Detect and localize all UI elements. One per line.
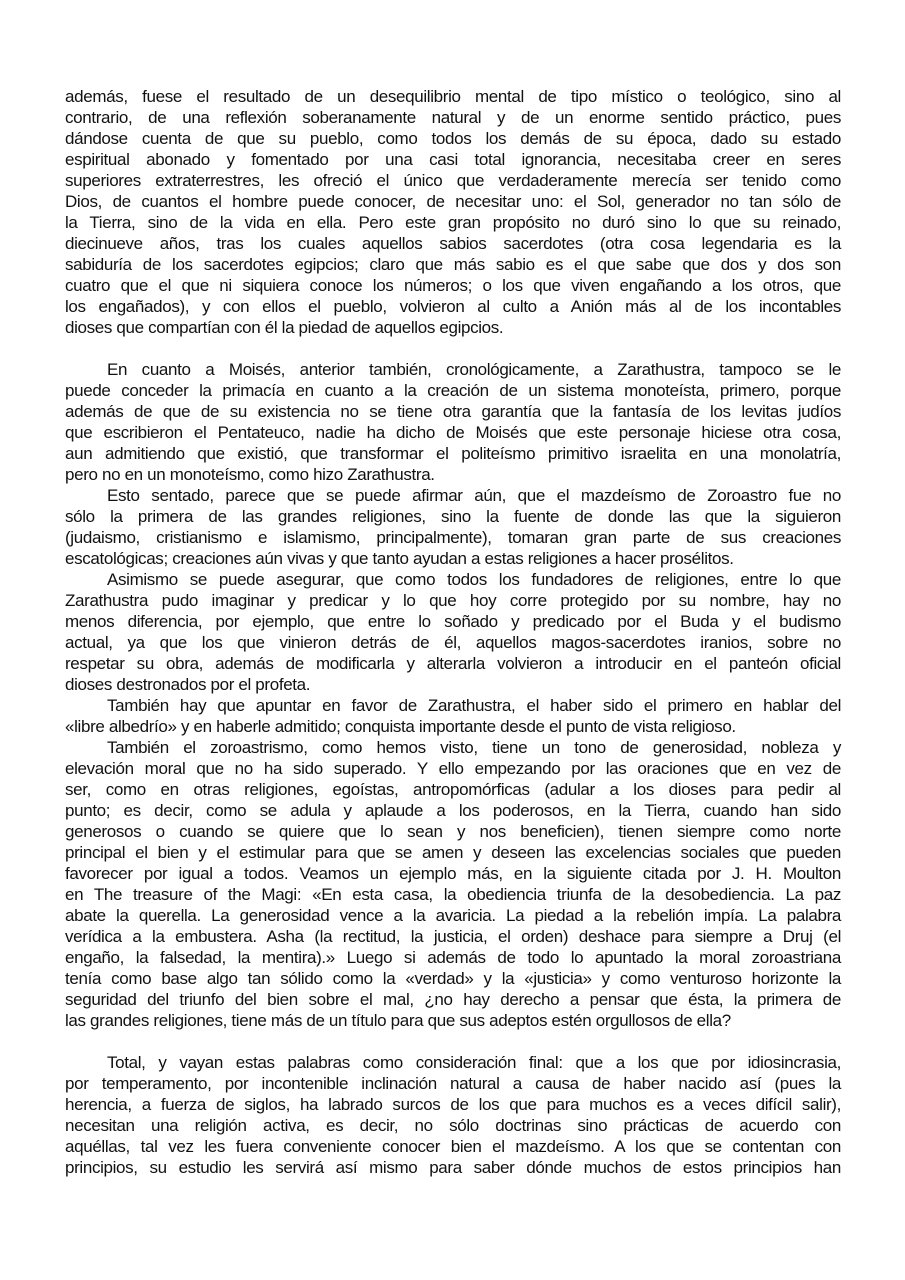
text-line-content: dándose cuenta de que su pueblo, como todos los demás de su época, dado su estado (65, 129, 841, 148)
text-line-content: puede conceder la primacía en cuanto a la creación de un sistema monoteísta, primero, porque (65, 381, 841, 400)
text-line-content: actual, ya que los que vinieron detrás de él, aquellos magos-sacerdotes iranios, sobre no (65, 633, 841, 652)
text-line (65, 800, 841, 821)
text-line (65, 380, 841, 401)
text-line-content: En cuanto a Moisés, anterior también, cronológicamente, a Zarathustra, tampoco se le (107, 360, 841, 379)
text-line (65, 1010, 841, 1031)
text-line-content: superiores extraterrestres, les ofreció el único que verdaderamente merecía ser tenido como (65, 171, 841, 190)
text-line-content: principios, su estudio les servirá así mismo para saber dónde muchos de estos principios han (65, 1158, 841, 1177)
text-line-content: dioses que compartían con él la piedad de aquellos egipcios. (65, 318, 504, 337)
text-line-content: elevación moral que no ha sido superado. Y ello empezando por las oraciones que en vez de (65, 759, 841, 778)
text-line (65, 170, 841, 191)
text-line (65, 674, 841, 695)
text-line (65, 758, 841, 779)
text-line-content: contrario, de una reflexión soberanamente natural y de un enorme sentido práctico, pues (65, 108, 841, 127)
paragraph (65, 695, 841, 737)
text-line (65, 1052, 841, 1073)
text-line-content: dioses destronados por el profeta. (65, 675, 311, 694)
text-line-content: También hay que apuntar en favor de Zarathustra, el haber sido el primero en hablar del (107, 696, 841, 715)
text-line (65, 107, 841, 128)
text-line-content: pero no en un monoteísmo, como hizo Zarathustra. (65, 465, 435, 484)
text-line-content: verídica a la embustera. Asha (la rectitud, la justicia, el orden) deshace para siempre a Druj (el (65, 927, 841, 946)
text-line-content: Total, y vayan estas palabras como consideración final: que a los que por idiosincrasia, (107, 1053, 841, 1072)
text-line (65, 443, 841, 464)
text-line-content: (judaismo, cristianismo e islamismo, principalmente), tomaran gran parte de sus creaciones (65, 528, 841, 547)
text-line-content: los engañados), y con ellos el pueblo, volvieron al culto a Anión más al de los incontables (65, 297, 841, 316)
text-line-content: Dios, de cuantos el hombre puede conocer, de necesitar uno: el Sol, generador no tan sólo de (65, 192, 841, 211)
text-line-content: menos diferencia, por ejemplo, que entre lo soñado y predicado por el Buda y el budismo (65, 612, 841, 631)
paragraph (65, 737, 841, 1031)
text-line-content: seguridad del triunfo del bien sobre el mal, ¿no hay derecho a pensar que ésta, la primera de (65, 990, 841, 1009)
text-line-content: escatológicas; creaciones aún vivas y que tanto ayudan a estas religiones a hacer prosélitos. (65, 549, 734, 568)
text-line-content: generosos o cuando se quiere que lo sean y nos beneficien), tienen siempre como norte (65, 822, 841, 841)
text-line (65, 737, 841, 758)
text-line (65, 86, 841, 107)
text-line (65, 464, 841, 485)
text-line (65, 191, 841, 212)
text-line (65, 401, 841, 422)
text-line (65, 1073, 841, 1094)
text-line (65, 422, 841, 443)
text-line (65, 926, 841, 947)
text-line (65, 863, 841, 884)
paragraph (65, 569, 841, 695)
text-line (65, 716, 841, 737)
text-line (65, 1115, 841, 1136)
text-line-content: Esto sentado, parece que se puede afirmar aún, que el mazdeísmo de Zoroastro fue no (107, 486, 841, 505)
text-line (65, 275, 841, 296)
text-line (65, 569, 841, 590)
paragraph (65, 1052, 841, 1178)
text-line-content: principal el bien y el estimular para que se amen y deseen las excelencias sociales que pueden (65, 843, 841, 862)
text-line-content: aquéllas, tal vez les fuera conveniente conocer bien el mazdeísmo. A los que se contentan con (65, 1137, 841, 1156)
text-line-content: cuatro que el que ni siquiera conoce los números; o los que viven engañando a los otros, que (65, 276, 841, 295)
text-line (65, 968, 841, 989)
text-line (65, 632, 841, 653)
text-line (65, 212, 841, 233)
text-line-content: abate la querella. La generosidad vence a la avaricia. La piedad a la rebelión impía. La palabra (65, 906, 841, 925)
paragraph (65, 86, 841, 338)
text-line-content: por temperamento, por incontenible inclinación natural a causa de haber nacido así (pues la (65, 1074, 841, 1093)
text-line-content: ser, como en otras religiones, egoístas, antropomórficas (adular a los dioses para pedir al (65, 780, 841, 799)
text-line-content: además de que de su existencia no se tiene otra garantía que la fantasía de los levitas judíos (65, 402, 841, 421)
text-line-content: engaño, la falsedad, la mentira).» Luego si además de todo lo apuntado la moral zoroastriana (65, 948, 841, 967)
text-line-content: necesitan una religión activa, es decir, no sólo doctrinas sino prácticas de acuerdo con (65, 1116, 841, 1135)
text-line (65, 1094, 841, 1115)
text-line-content: También el zoroastrismo, como hemos visto, tiene un tono de generosidad, nobleza y (107, 738, 841, 757)
text-line-content: Zarathustra pudo imaginar y predicar y lo que hoy corre protegido por su nombre, hay no (65, 591, 841, 610)
text-line (65, 1157, 841, 1178)
text-line (65, 884, 841, 905)
text-line (65, 821, 841, 842)
text-line-content: Asimismo se puede asegurar, que como todos los fundadores de religiones, entre lo que (107, 570, 841, 589)
text-line (65, 359, 841, 380)
text-line (65, 506, 841, 527)
text-line-content: herencia, a fuerza de siglos, ha labrado surcos de los que para muchos es a veces difícil salir), (65, 1095, 841, 1114)
text-line-content: punto; es decir, como se adula y aplaude a los poderosos, en la Tierra, cuando han sido (65, 801, 841, 820)
text-line (65, 233, 841, 254)
text-line-content: sólo la primera de las grandes religiones, sino la fuente de donde las que la siguieron (65, 507, 841, 526)
text-line (65, 590, 841, 611)
text-line (65, 989, 841, 1010)
text-line (65, 548, 841, 569)
text-line (65, 254, 841, 275)
text-line (65, 296, 841, 317)
text-line-content: las grandes religiones, tiene más de un título para que sus adeptos estén orgullosos de ella? (65, 1011, 731, 1030)
paragraph (65, 359, 841, 485)
text-line-content: en The treasure of the Magi: «En esta casa, la obediencia triunfa de la desobediencia. La paz (65, 885, 841, 904)
text-line-content: tenía como base algo tan sólido como la «verdad» y la «justicia» y como venturoso horizonte la (65, 969, 841, 988)
text-line-content: favorecer por igual a todos. Veamos un ejemplo más, en la siguiente citada por J. H. Moulton (65, 864, 841, 883)
text-line (65, 317, 841, 338)
text-line-content: además, fuese el resultado de un desequilibrio mental de tipo místico o teológico, sino al (65, 87, 841, 106)
text-line (65, 128, 841, 149)
document-page (65, 86, 841, 1178)
text-line (65, 947, 841, 968)
text-line (65, 1136, 841, 1157)
text-line (65, 485, 841, 506)
text-line-content: respetar su obra, además de modificarla y alterarla volvieron a introducir en el panteón oficial (65, 654, 841, 673)
text-line-content: aun admitiendo que existió, que transformar el politeísmo primitivo israelita en una monolatría, (65, 444, 841, 463)
paragraph (65, 485, 841, 569)
text-line-content: que escribieron el Pentateuco, nadie ha dicho de Moisés que este personaje hiciese otra cosa, (65, 423, 841, 442)
text-line (65, 653, 841, 674)
text-line (65, 149, 841, 170)
text-line (65, 527, 841, 548)
text-line-content: la Tierra, sino de la vida en ella. Pero este gran propósito no duró sino lo que su reinado, (65, 213, 841, 232)
text-line (65, 695, 841, 716)
text-line-content: espiritual abonado y fomentado por una casi total ignorancia, necesitaba creer en seres (65, 150, 841, 169)
text-line-content: sabiduría de los sacerdotes egipcios; claro que más sabio es el que sabe que dos y dos son (65, 255, 841, 274)
text-line (65, 905, 841, 926)
text-line-content: diecinueve años, tras los cuales aquellos sabios sacerdotes (otra cosa legendaria es la (65, 234, 841, 253)
text-line-content: «libre albedrío» y en haberle admitido; conquista importante desde el punto de vista religioso. (65, 717, 736, 736)
text-line (65, 779, 841, 800)
text-line (65, 611, 841, 632)
text-line (65, 842, 841, 863)
